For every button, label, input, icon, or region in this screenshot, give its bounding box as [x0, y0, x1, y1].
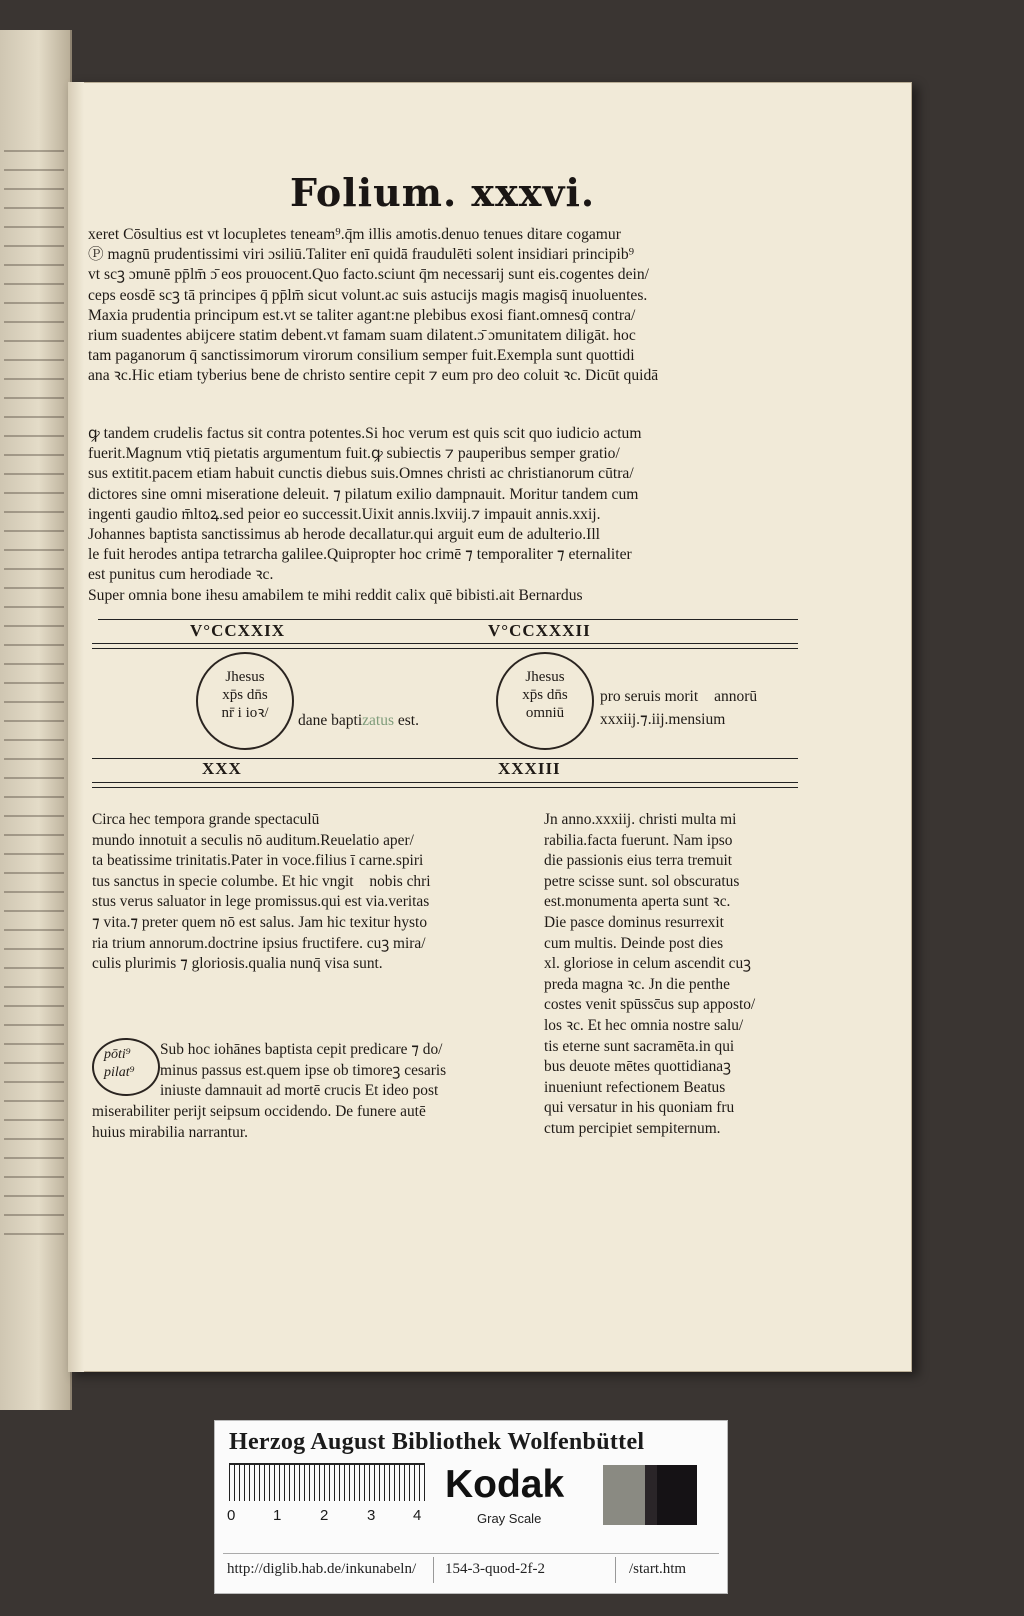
text-line: inueniunt refectionem Beatus [544, 1078, 726, 1096]
digital-library-url: http://diglib.hab.de/inkunabeln/ [227, 1561, 417, 1577]
text-line: preda magna ꝛc. Jn die penthe [544, 975, 730, 993]
text-line: minus passus est.quem ipse ob timoreꝫ cesaris [160, 1061, 447, 1079]
margin-note-line: pilat⁹ [104, 1065, 135, 1080]
medallion-line: Jhesus [525, 669, 565, 685]
left-event-label-faded: zatus [362, 712, 394, 729]
text-line: ingenti gaudio m̄ltoꝝ.sed peior eo successit.Uixit annis.lxviij.⁊ impauit annis.xxij. [88, 505, 601, 523]
text-line: stus verus saluator in lege promissus.qui est via.veritas [92, 893, 430, 911]
ruler-number: 1 [273, 1507, 282, 1524]
text-line: petre scisse sunt. sol obscuratus [544, 872, 740, 890]
timeline-rule-lower-a [92, 758, 798, 759]
timeline-right-header: V°CCXXXII [488, 621, 591, 640]
left-note-paragraph-bottom [92, 1102, 426, 1143]
library-name: Herzog August Bibliothek Wolfenbüttel [229, 1429, 645, 1455]
text-line: est.monumenta aperta sunt ꝛc. [544, 893, 731, 911]
text-line: Jn anno.xxxiij. christi multa mi [544, 811, 737, 828]
ruler-number: 0 [227, 1507, 236, 1524]
text-line: mundo innotuit a seculis nō auditum.Reuelatio aper/ [92, 831, 414, 849]
black-swatch [657, 1465, 697, 1525]
kodak-logo: Kodak [445, 1463, 565, 1506]
text-line: Super omnia bone ihesu amabilem te mihi reddit calix quē bibisti.ait Bernardus [88, 586, 583, 604]
right-column [544, 810, 755, 1140]
text-line: ꝙ tandem crudelis factus sit contra potentes.Si hoc verum est quis scit quo iudicio actum [88, 425, 642, 442]
text-line: rabilia.facta fuerunt. Nam ipso [544, 831, 733, 849]
text-line: huius mirabilia narrantur. [92, 1123, 249, 1141]
card-separator [615, 1557, 616, 1583]
previous-page-edge [0, 30, 72, 1410]
text-line: est punitus cum herodiade ꝛc. [88, 566, 274, 584]
text-line: Sub hoc iohānes baptista cepit predicare ⁊ do/ [160, 1041, 443, 1058]
medallion-line: xp̄s dn̄s [522, 687, 568, 703]
text-line: le fuit herodes antipa tetrarcha galilee.Quipropter hoc crimē ⁊ temporaliter ⁊ eternaliter [88, 546, 632, 564]
text-line: tus sanctus in specie columbe. Et hic vngitᷓ nobis chri [92, 872, 431, 890]
right-event-label-line1: pro seruis moritᷓ annorū [600, 688, 758, 705]
kodak-gray-scale-label: Gray Scale [477, 1511, 542, 1526]
right-medallion-text [498, 668, 592, 722]
left-medallion-text [198, 668, 292, 722]
text-line: Circa hec tempora grande spectaculū [92, 811, 320, 828]
timeline-rule-top [98, 619, 798, 620]
text-line: xl. gloriose in celum ascendit cuꝫ [544, 955, 752, 973]
card-divider [223, 1553, 719, 1554]
margin-note-line: pōti⁹ [104, 1047, 131, 1062]
timeline-rule-lower-c [92, 787, 798, 788]
timeline-rule-upper-b [92, 648, 798, 649]
text-line: iniuste damnauit ad mortē crucis Et ideo post [160, 1082, 439, 1100]
ruler-number: 4 [413, 1507, 422, 1524]
text-line: ctum percipiet sempiternum. [544, 1119, 721, 1137]
left-event-label-end: est. [394, 712, 419, 729]
text-line: Maxia prudentia principum est.vt se taliter agant:ne plebibus exosi fiant.omnesq̄ contra/ [88, 306, 636, 324]
text-line: xeret Cōsultius est vt locupletes teneam⁹.q̄m illis amotis.denuo tenues ditare cogamur [88, 226, 621, 243]
text-line: cum multis. Deinde post dies [544, 934, 724, 952]
timeline-left-footer: XXX [202, 759, 242, 778]
text-line: ana ꝛc.Hic etiam tyberius bene de christo sentire cepit ⁊ eum pro deo coluit ꝛc. Dicūt quidā [88, 367, 659, 385]
text-line: qui versatur in his quoniam fru [544, 1099, 735, 1117]
text-line: Ⓟ magnū prudentissimi viri ɔsiliū.Taliter enī quidā fraudulēti solent insidiari principib⁹ [88, 246, 635, 264]
page-gutter-shadow [68, 82, 84, 1372]
text-line: die passionis eius terra tremuit [544, 852, 733, 870]
folio-heading: Folium. xxxvi. [290, 170, 596, 215]
left-event-label [298, 712, 419, 730]
text-line: ceps eosdē scꝫ tā principes q̄ pp̄lm̄ sicut volunt.ac suis astucijs magis magisq̄ inuoluentes. [88, 286, 648, 304]
text-line: fuerit.Magnum vtiq̄ pietatis argumentum fuit.ꝙ subiectis ⁊ pauperibus semper gratio/ [88, 445, 620, 463]
left-note-paragraph-top [160, 1040, 446, 1102]
text-line: miserabiliter perijt seipsum occidendo. De funere autē [92, 1103, 426, 1120]
ruler-number: 3 [367, 1507, 376, 1524]
measurement-ruler [229, 1465, 425, 1501]
text-line: ta beatissime trinitatis.Pater in voce.filius ī carne.spiri [92, 852, 424, 870]
right-event-label-line2: xxxiij.⁊.iij.mensium [600, 711, 726, 728]
library-calibration-card [214, 1420, 728, 1594]
text-line: sus extitit.pacem etiam habuit cunctis diebus suis.Omnes christi ac christianorum cūtra/ [88, 465, 634, 483]
card-separator [433, 1557, 434, 1583]
margin-note [104, 1046, 135, 1082]
text-line: costes venit spūssc̄us sup apposto/ [544, 996, 756, 1014]
timeline-right-footer: XXXIII [498, 759, 561, 778]
gray-swatch [603, 1465, 645, 1525]
text-line: rium suadentes abijcere statim debent.vt famam suam dilatent.ɔ̄ ɔmunitatem diligāt. hoc [88, 327, 636, 345]
left-column [92, 810, 431, 975]
text-line: dictores sine omni miseratione deleuit. ⁊ pilatum exilio dampnauit. Moritur tandem cum [88, 485, 639, 503]
text-line: ⁊ vita.⁊ preter quem nō est salus. Jam hic texitur hysto [92, 913, 428, 931]
ruler-number: 2 [320, 1507, 329, 1524]
url-suffix: /start.htm [629, 1561, 687, 1577]
medallion-line: Jhesus [225, 669, 265, 685]
text-line: bus deuote mētes quottidianaꝫ [544, 1058, 731, 1076]
text-line: tam paganorum q̄ sanctissimorum virorum consilium semper fuit.Exempla sunt quottidi [88, 347, 635, 365]
timeline-rule-upper-a [92, 643, 798, 644]
medallion-line: xp̄s dn̄s [222, 687, 268, 703]
dark-swatch [645, 1465, 657, 1525]
left-event-label-start: dane bapti [298, 712, 363, 729]
text-line: Johannes baptista sanctissimus ab herode decallatur.qui arguit eum de adulterio.Ill [88, 526, 601, 544]
text-line: ria trium annorum.doctrine ipsius fructifere. cuꝫ mira/ [92, 934, 426, 952]
timeline-rule-lower-b [92, 782, 798, 783]
text-line: los ꝛc. Et hec omnia nostre salu/ [544, 1016, 744, 1034]
shelfmark: 154-3-quod-2f-2 [445, 1561, 545, 1577]
timeline-left-header: V°CCXXIX [190, 621, 286, 640]
second-paragraph [88, 424, 800, 606]
previous-page-text-lines [4, 150, 64, 1250]
text-line: vt scꝫ ɔmunē pp̄lm̄ ɔ̄ eos prouocent.Quo facto.sciunt q̄m necessarij sunt eis.cogentes dein/ [88, 266, 649, 284]
text-line: culis plurimis ⁊ gloriosis.qualia nunq̄ visa sunt. [92, 955, 383, 973]
medallion-line: omniū [525, 705, 565, 721]
top-paragraph [88, 225, 800, 387]
text-line: tis eterne sunt sacramēta.in qui [544, 1037, 735, 1055]
medallion-line: nr̄ i ioꝛ/ [221, 705, 269, 721]
text-line: Die pasce dominus resurrexit [544, 913, 724, 931]
